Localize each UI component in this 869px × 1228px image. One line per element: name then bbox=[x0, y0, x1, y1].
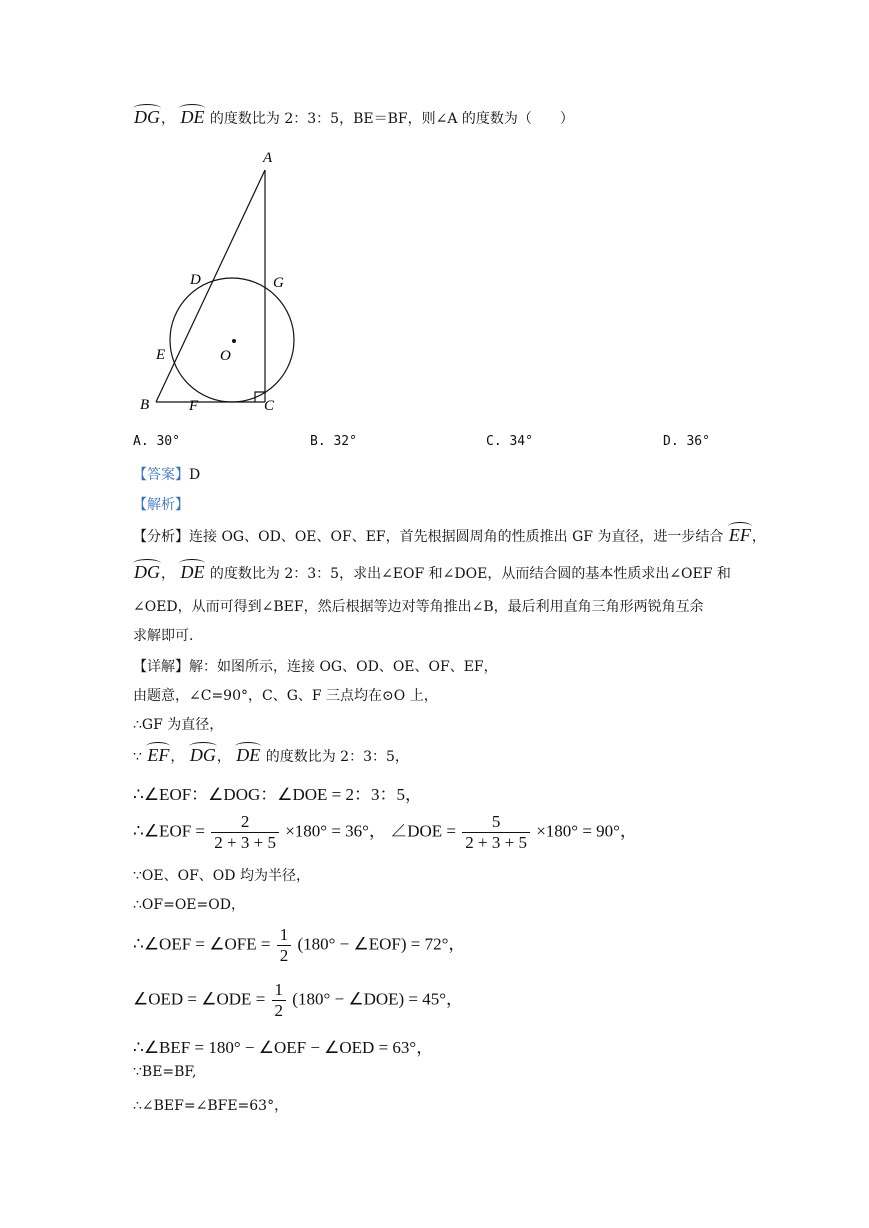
arc-ef: EF bbox=[147, 745, 170, 765]
equation-1: ∴∠EOF：∠DOG：∠DOE = 2：3：5， bbox=[133, 785, 423, 804]
answer-tag: 【答案】 bbox=[133, 467, 189, 483]
detail-line-8: ∴∠BEF=∠BFE=63°， bbox=[133, 1098, 289, 1114]
arc-ef: EF bbox=[728, 525, 751, 545]
answer-line bbox=[133, 464, 200, 484]
choice-a[interactable]: A. 30° bbox=[133, 434, 180, 449]
label-b: B bbox=[140, 397, 150, 413]
question-text: DG， DE 的度数比为 2：3：5，BE＝BF，则∠A 的度数为（ ） bbox=[134, 107, 574, 127]
circle-o bbox=[170, 278, 294, 402]
arc-dg: DG bbox=[134, 562, 160, 582]
detail-line-4: ∵ EF， DG， DE 的度数比为 2：3：5， bbox=[133, 745, 409, 765]
fenxi-line-2: DG， DE 的度数比为 2：3：5，求出∠EOF 和∠DOE，从而结合圆的基本性质求出∠OEF 和 bbox=[134, 562, 731, 582]
fenxi-line-4: 求解即可. bbox=[133, 628, 194, 644]
detail-line-1: 【详解】解：如图所示，连接 OG、OD、OE、OF、EF， bbox=[133, 659, 498, 675]
answer-value: D bbox=[189, 467, 201, 483]
label-d: D bbox=[190, 272, 201, 288]
label-g: G bbox=[273, 275, 284, 291]
fenxi-line-3: ∠OED，从而可得到∠BEF，然后根据等边对等角推出∠B，最后利用直角三角形两锐角互余 bbox=[133, 599, 704, 615]
detail-line-3: ∴GF 为直径， bbox=[133, 717, 224, 733]
equation-5: ∴∠BEF = 180° − ∠OEF − ∠OED = 63°， bbox=[133, 1038, 434, 1057]
segment-ab bbox=[156, 170, 265, 402]
analysis-tag: 【解析】 bbox=[133, 497, 189, 513]
geometry-figure bbox=[130, 140, 320, 425]
choice-d[interactable]: D. 36° bbox=[663, 434, 710, 449]
detail-line-2: 由题意，∠C=90°，C、G、F 三点均在⊙O 上， bbox=[133, 688, 438, 704]
arc-dg: DG bbox=[189, 745, 216, 765]
choice-b[interactable]: B. 32° bbox=[310, 434, 357, 449]
choice-c[interactable]: C. 34° bbox=[486, 434, 533, 449]
detail-line-7: ∵BE=BF, bbox=[133, 1064, 197, 1080]
arc-de: DE bbox=[236, 745, 261, 765]
arc-de: DE bbox=[180, 562, 205, 582]
label-f: F bbox=[189, 398, 199, 414]
center-point bbox=[232, 339, 236, 343]
label-c: C bbox=[264, 398, 275, 414]
label-o: O bbox=[220, 348, 231, 364]
fenxi-line-1: 【分析】连接 OG、OD、OE、OF、EF，首先根据圆周角的性质推出 GF 为直径，进一步结合 EF， bbox=[133, 525, 766, 545]
arc-de: DE bbox=[180, 107, 205, 127]
equation-4: ∠OED = ∠ODE = $\frac{1}{2}$ (180° − ∠DOE) = 45°， bbox=[133, 980, 464, 1020]
label-e: E bbox=[156, 347, 166, 363]
label-a: A bbox=[263, 150, 273, 166]
detail-line-5: ∵OE、OF、OD 均为半径， bbox=[133, 868, 310, 884]
question-body: 的度数比为 2：3：5，BE＝BF，则∠A 的度数为（ ） bbox=[209, 111, 574, 127]
equation-2: ∴∠EOF = $\frac{2}{2 + 3 + 5}$ ×180° = 36°， ∠DOE = $\frac{5}{2 + 3 + 5}$ ×180° = 90°， bbox=[133, 812, 637, 852]
detail-line-6: ∴OF=OE=OD， bbox=[133, 897, 245, 913]
equation-3: ∴∠OEF = ∠OFE = $\frac{1}{2}$ (180° − ∠EOF) = 72°， bbox=[133, 925, 466, 965]
arc-dg: DG bbox=[134, 107, 160, 127]
